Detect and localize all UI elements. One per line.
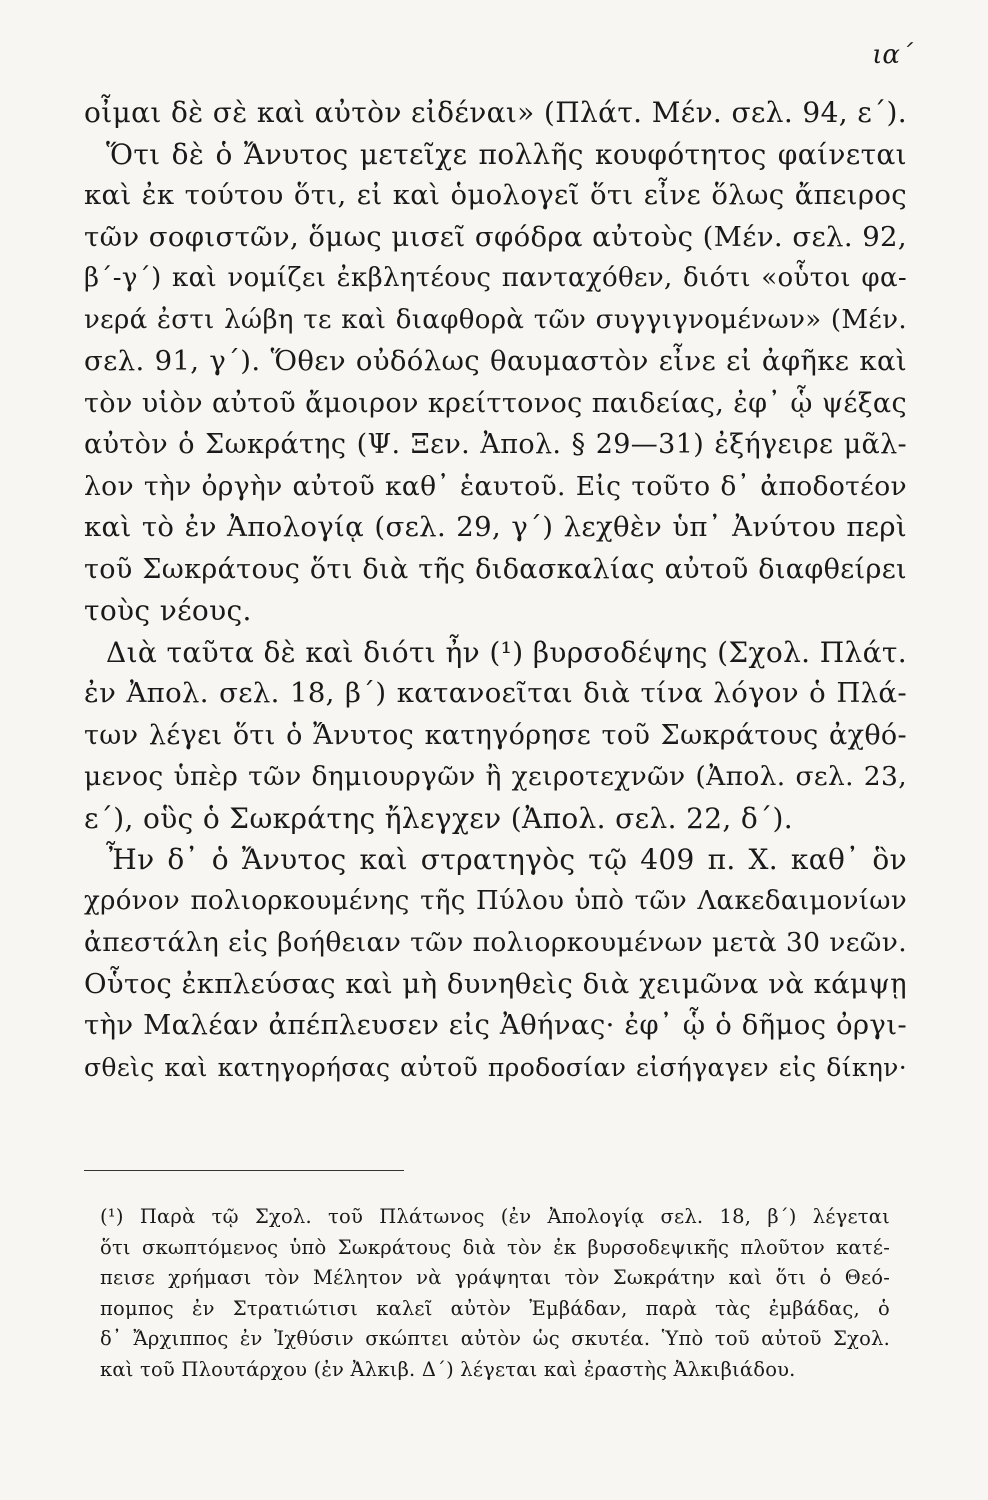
text-line: των λέγει ὅτι ὁ Ἄνυτος κατηγόρησε τοῦ Σωκράτους ἀχθό-: [84, 719, 907, 751]
footnote-line: (¹) Παρὰ τῷ Σχολ. τοῦ Πλάτωνος (ἐν Ἀπολογίᾳ σελ. 18, β΄) λέγεται: [100, 1205, 890, 1228]
text-line: τὸν υἱὸν αὐτοῦ ἄμοιρον κρείττονος παιδείας, ἐφ᾽ ᾧ ψέξας: [84, 387, 907, 419]
text-line: αὐτὸν ὁ Σωκράτης (Ψ. Ξεν. Ἀπολ. § 29—31) ἐξήγειρε μᾶλ-: [84, 429, 907, 460]
text-line: καὶ τὸ ἐν Ἀπολογίᾳ (σελ. 29, γ΄) λεχθὲν ὑπ᾽ Ἀνύτου περὶ: [84, 511, 907, 543]
text-line: χρόνον πολιορκουμένης τῆς Πύλου ὑπὸ τῶν Λακεδαιμονίων: [84, 885, 907, 916]
text-line: λον τὴν ὀργὴν αὐτοῦ καθ᾽ ἑαυτοῦ. Εἰς τοῦτο δ᾽ ἀποδοτέον: [84, 470, 907, 502]
text-line: β΄-γ΄) καὶ νομίζει ἐκβλητέους πανταχόθεν, διότι «οὗτοι φα-: [84, 263, 907, 293]
text-line: σθεὶς καὶ κατηγορήσας αὐτοῦ προδοσίαν εἰσήγαγεν εἰς δίκην·: [84, 1052, 907, 1082]
text-line: Διὰ ταῦτα δὲ καὶ διότι ἦν (¹) βυρσοδέψης (Σχολ. Πλάτ.: [106, 635, 907, 669]
footnotes: [100, 1202, 890, 1385]
footnote-divider: [84, 1170, 404, 1171]
text-line: τὴν Μαλέαν ἀπέπλευσεν εἰς Ἀθήνας· ἐφ᾽ ᾧ ὁ δῆμος ὀργι-: [84, 1009, 907, 1041]
text-line: Ἦν δ᾽ ὁ Ἄνυτος καὶ στρατηγὸς τῷ 409 π. Χ. καθ᾽ ὃν: [106, 843, 907, 876]
text-line: ε΄), οὓς ὁ Σωκράτης ἤλεγχεν (Ἀπολ. σελ. 22, δ΄).: [84, 801, 793, 835]
text-line: τῶν σοφιστῶν, ὅμως μισεῖ σφόδρα αὐτοὺς (Μέν. σελ. 92,: [84, 220, 907, 253]
text-line: καὶ ἐκ τούτου ὅτι, εἰ καὶ ὁμολογεῖ ὅτι εἶνε ὅλως ἄπειρος: [84, 179, 907, 211]
text-line: οἶμαι δὲ σὲ καὶ αὐτὸν εἰδέναι» (Πλάτ. Μέν. σελ. 94, ε΄).: [84, 96, 907, 129]
text-line: ἐν Ἀπολ. σελ. 18, β΄) κατανοεῖται διὰ τίνα λόγον ὁ Πλά-: [84, 677, 907, 709]
text-line: νερά ἐστι λώβη τε καὶ διαφθορὰ τῶν συγγιγνομένων» (Μέν.: [84, 304, 907, 335]
footnote-line: ὅτι σκωπτόμενος ὑπὸ Σωκράτους διὰ τὸν ἐκ βυρσοδεψικῆς πλοῦτον κατέ-: [100, 1235, 890, 1259]
footnote-line: δ᾽ Ἄρχιππος ἐν Ἰχθύσιν σκώπτει αὐτὸν ὡς σκυτέα. Ὑπὸ τοῦ αὐτοῦ Σχολ.: [100, 1327, 890, 1350]
main-text: [84, 92, 907, 1088]
text-line: τοὺς νέους.: [84, 594, 252, 627]
text-line: Οὗτος ἐκπλεύσας καὶ μὴ δυνηθεὶς διὰ χειμῶνα νὰ κάμψῃ: [84, 967, 907, 1000]
page-number: ια΄: [872, 40, 913, 70]
footnote-line: πομπος ἐν Στρατιώτισι καλεῖ αὐτὸν Ἐμβάδαν, παρὰ τὰς ἐμβάδας, ὁ: [100, 1296, 890, 1320]
text-line: ἀπεστάλη εἰς βοήθειαν τῶν πολιορκουμένων μετὰ 30 νεῶν.: [84, 927, 907, 958]
footnote-line: καὶ τοῦ Πλουτάρχου (ἐν Ἀλκιβ. Δ΄) λέγεται καὶ ἐραστὴς Ἀλκιβιάδου.: [100, 1357, 796, 1381]
text-line: τοῦ Σωκράτους ὅτι διὰ τῆς διδασκαλίας αὐτοῦ διαφθείρει: [84, 553, 907, 585]
text-line: σελ. 91, γ΄). Ὅθεν οὐδόλως θαυμαστὸν εἶνε εἰ ἀφῆκε καὶ: [84, 345, 907, 377]
footnote-line: πεισε χρήμασι τὸν Μέλητον νὰ γράψηται τὸν Σωκράτην καὶ ὅτι ὁ Θεό-: [100, 1266, 890, 1289]
text-line: Ὅτι δὲ ὁ Ἄνυτος μετεῖχε πολλῆς κουφότητος φαίνεται: [106, 137, 907, 171]
text-line: μενος ὑπὲρ τῶν δημιουργῶν ἢ χειροτεχνῶν (Ἀπολ. σελ. 23,: [84, 761, 907, 792]
